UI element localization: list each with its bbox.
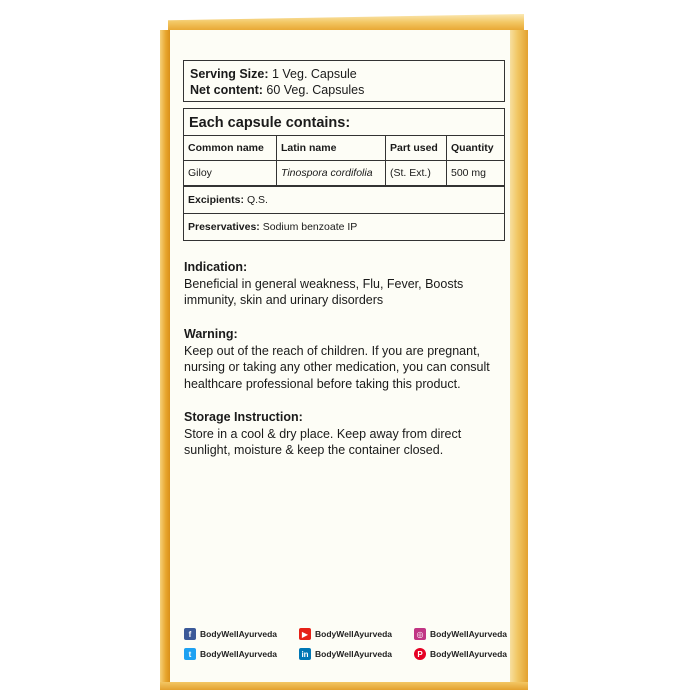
linkedin-icon: in	[299, 648, 311, 660]
warning-text: Keep out of the reach of children. If you are pregnant, nursing or taking any other medication, you can consult healthcare professional before taking this product.	[184, 343, 490, 391]
header-part-used: Part used	[386, 136, 447, 161]
storage-section	[184, 409, 494, 459]
header-common-name: Common name	[184, 136, 277, 161]
social-instagram	[414, 628, 507, 640]
youtube-icon: ▶	[299, 628, 311, 640]
box-left-edge	[160, 30, 170, 688]
serving-size-value: 1 Veg. Capsule	[268, 67, 357, 81]
social-facebook	[184, 628, 277, 640]
header-quantity: Quantity	[447, 136, 505, 161]
excipients-label: Excipients:	[188, 194, 245, 206]
header-latin-name: Latin name	[277, 136, 386, 161]
social-linkedin	[299, 648, 392, 660]
pinterest-icon: P	[414, 648, 426, 660]
composition-box	[183, 108, 505, 241]
social-handle: BodyWellAyurveda	[315, 649, 392, 659]
social-handle: BodyWellAyurveda	[430, 649, 507, 659]
instagram-icon: ◎	[414, 628, 426, 640]
indication-section	[184, 259, 494, 309]
preservatives-label: Preservatives:	[188, 221, 260, 233]
net-content-line	[190, 82, 498, 98]
cell-common-name: Giloy	[184, 161, 277, 186]
serving-size-line	[190, 66, 498, 82]
ingredient-table	[184, 136, 504, 186]
storage-text: Store in a cool & dry place. Keep away from direct sunlight, moisture & keep the container closed.	[184, 426, 462, 457]
serving-size-label: Serving Size:	[190, 67, 269, 81]
table-row	[184, 161, 504, 186]
net-content-label: Net content:	[190, 83, 263, 97]
twitter-icon: t	[184, 648, 196, 660]
excipients-value: Q.S.	[244, 194, 268, 206]
indication-heading: Indication:	[184, 260, 248, 274]
preservatives-value: Sodium benzoate IP	[259, 221, 358, 233]
warning-heading: Warning:	[184, 327, 238, 341]
social-handle: BodyWellAyurveda	[430, 629, 507, 639]
social-handle: BodyWellAyurveda	[315, 629, 392, 639]
table-header-row	[184, 136, 504, 161]
cell-quantity: 500 mg	[447, 161, 505, 186]
social-handle: BodyWellAyurveda	[200, 649, 277, 659]
box-bottom-edge	[160, 682, 528, 690]
excipients-row	[184, 186, 504, 213]
storage-heading: Storage Instruction:	[184, 410, 303, 424]
social-youtube	[299, 628, 392, 640]
social-pinterest	[414, 648, 507, 660]
social-handle: BodyWellAyurveda	[200, 629, 277, 639]
indication-text: Beneficial in general weakness, Flu, Fever, Boosts immunity, skin and urinary disorders	[184, 276, 464, 307]
box-right-edge	[510, 30, 528, 688]
composition-title: Each capsule contains:	[184, 109, 504, 136]
social-twitter	[184, 648, 277, 660]
preservatives-row	[184, 213, 504, 240]
warning-section	[184, 326, 494, 392]
serving-info-box	[183, 60, 505, 102]
net-content-value: 60 Veg. Capsules	[262, 83, 365, 97]
facebook-icon: f	[184, 628, 196, 640]
cell-latin-name: Tinospora cordifolia	[277, 161, 386, 186]
cell-part-used: (St. Ext.)	[386, 161, 447, 186]
